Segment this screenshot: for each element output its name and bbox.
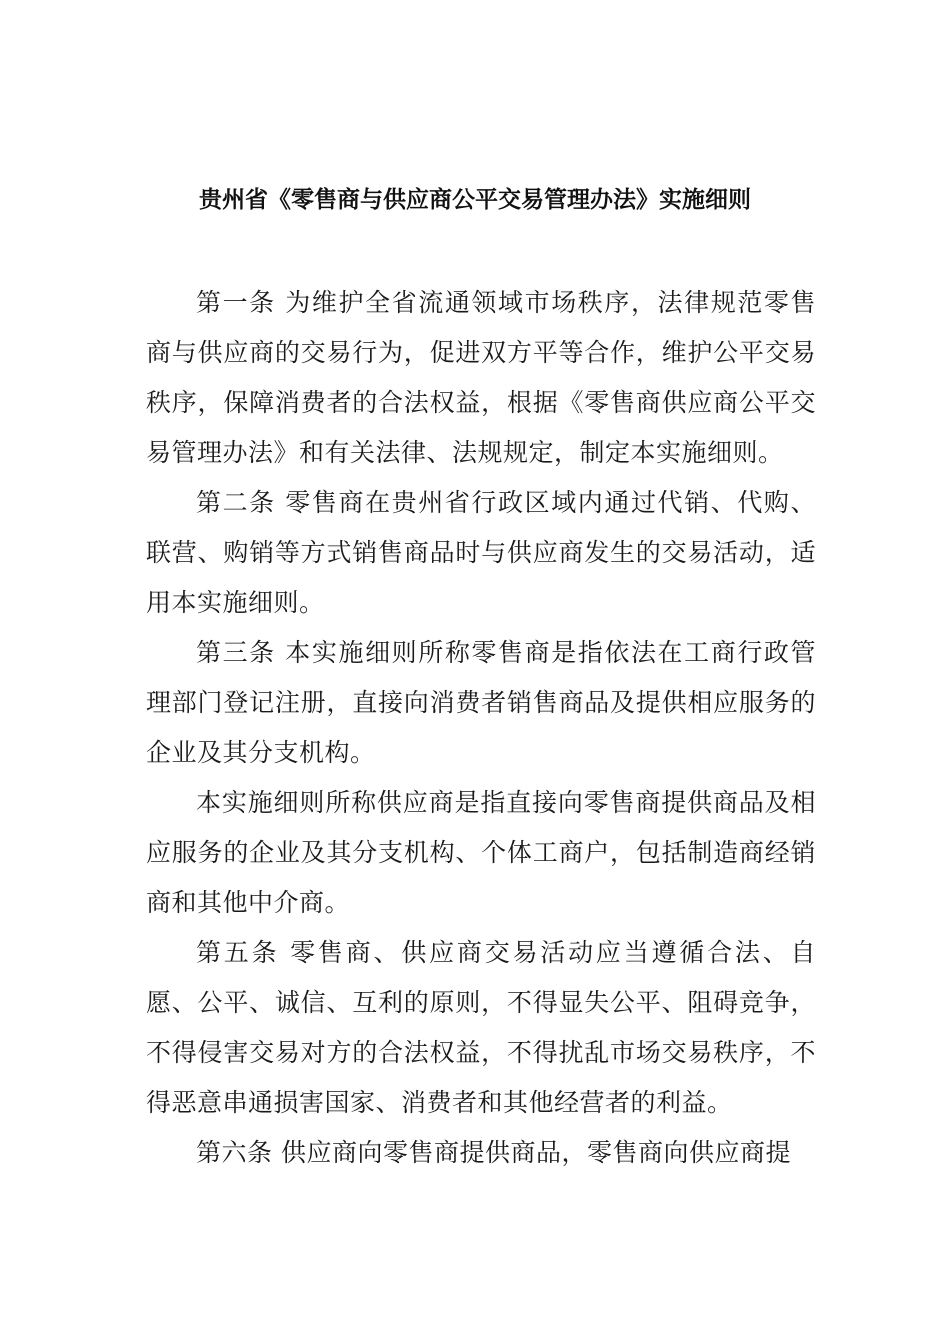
document-body bbox=[146, 278, 816, 1178]
article-3-paragraph: 第三条 本实施细则所称零售商是指依法在工商行政管理部门登记注册，直接向消费者销售商品及提供相应服务的企业及其分支机构。 bbox=[146, 638, 816, 767]
article-6-paragraph: 第六条 供应商向零售商提供商品，零售商向供应商提 bbox=[196, 1138, 791, 1167]
article-2-paragraph: 第二条 零售商在贵州省行政区域内通过代销、代购、联营、购销等方式销售商品时与供应商发生的交易活动，适用本实施细则。 bbox=[146, 488, 816, 617]
supplier-definition-paragraph: 本实施细则所称供应商是指直接向零售商提供商品及相应服务的企业及其分支机构、个体工商户，包括制造商经销商和其他中介商。 bbox=[146, 788, 816, 917]
article-5-paragraph: 第五条 零售商、供应商交易活动应当遵循合法、自愿、公平、诚信、互利的原则，不得显失公平、阻碍竞争，不得侵害交易对方的合法权益，不得扰乱市场交易秩序，不得恶意串通损害国家、消费者和其他经营者的利益。 bbox=[146, 938, 816, 1117]
document-title: 贵州省《零售商与供应商公平交易管理办法》实施细则 bbox=[199, 187, 751, 213]
article-1-paragraph: 第一条 为维护全省流通领域市场秩序，法律规范零售商与供应商的交易行为，促进双方平等合作，维护公平交易秩序，保障消费者的合法权益，根据《零售商供应商公平交易管理办法》和有关法律、法规规定，制定本实施细则。 bbox=[146, 288, 816, 467]
